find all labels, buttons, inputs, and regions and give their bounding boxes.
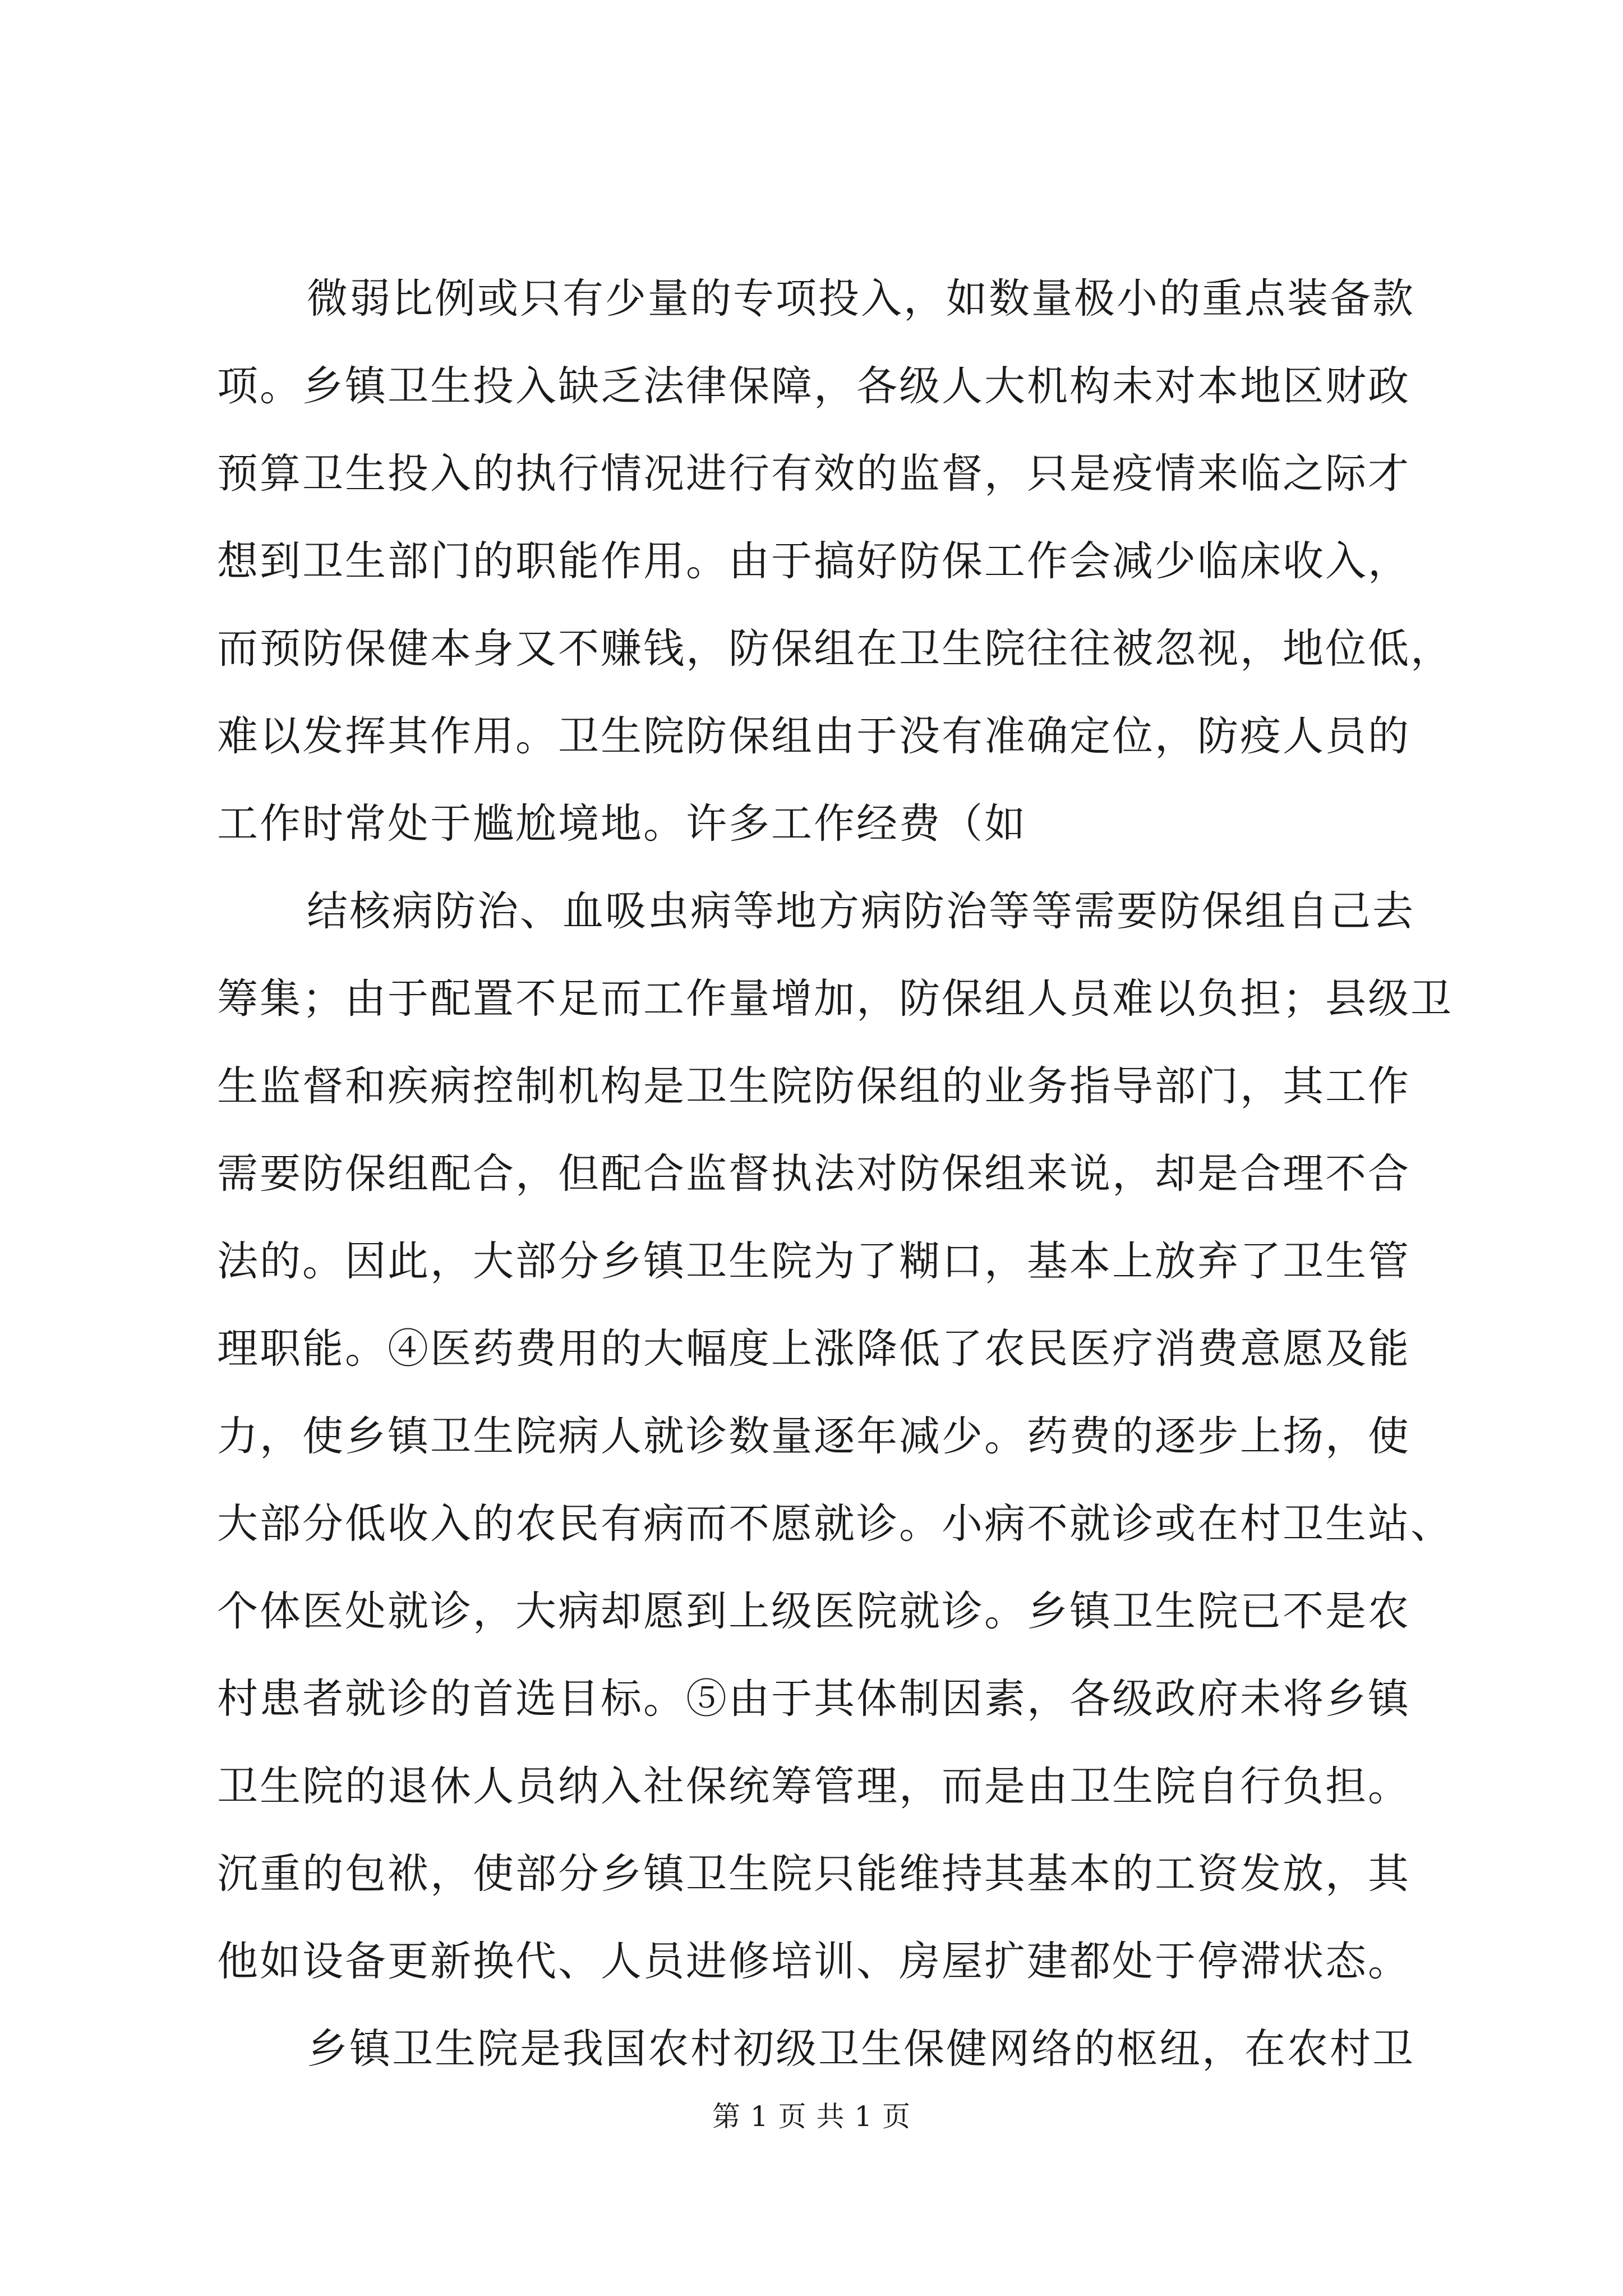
text-line: 筹集；由于配置不足而工作量增加，防保组人员难以负担；县级卫 bbox=[217, 975, 1453, 1023]
text-line: 沉重的包袱，使部分乡镇卫生院只能维持其基本的工资发放，其 bbox=[217, 1850, 1410, 1898]
text-line: 村患者就诊的首选目标。⑤由于其体制因素，各级政府未将乡镇 bbox=[217, 1675, 1410, 1723]
page-footer: 第 1 页 共 1 页 bbox=[712, 2100, 911, 2133]
text-line: 法的。因此，大部分乡镇卫生院为了糊口，基本上放弃了卫生管 bbox=[217, 1237, 1410, 1285]
text-line: 难以发挥其作用。卫生院防保组由于没有准确定位，防疫人员的 bbox=[217, 712, 1410, 760]
text-line: 需要防保组配合，但配合监督执法对防保组来说，却是合理不合 bbox=[217, 1150, 1410, 1198]
text-line: 卫生院的退休人员纳入社保统筹管理，而是由卫生院自行负担。 bbox=[217, 1763, 1410, 1810]
text-line: 力，使乡镇卫生院病人就诊数量逐年减少。药费的逐步上扬，使 bbox=[217, 1412, 1410, 1460]
text-line: 项。乡镇卫生投入缺乏法律保障，各级人大机构未对本地区财政 bbox=[217, 362, 1410, 410]
text-line: 他如设备更新换代、人员进修培训、房屋扩建都处于停滞状态。 bbox=[217, 1938, 1410, 1985]
text-line: 工作时常处于尴尬境地。许多工作经费（如 bbox=[217, 800, 1027, 848]
body-text bbox=[217, 255, 1453, 2093]
text-line: 而预防保健本身又不赚钱，防保组在卫生院往往被忽视，地位低， bbox=[217, 625, 1453, 673]
text-line: 个体医处就诊，大病却愿到上级医院就诊。乡镇卫生院已不是农 bbox=[217, 1588, 1410, 1635]
text-line: 乡镇卫生院是我国农村初级卫生保健网络的枢纽，在农村卫 bbox=[307, 2025, 1415, 2073]
text-line: 微弱比例或只有少量的专项投入，如数量极小的重点装备款 bbox=[307, 275, 1415, 323]
text-line: 理职能。④医药费用的大幅度上涨降低了农民医疗消费意愿及能 bbox=[217, 1325, 1410, 1373]
text-line: 大部分低收入的农民有病而不愿就诊。小病不就诊或在村卫生站、 bbox=[217, 1500, 1453, 1548]
text-line: 预算卫生投入的执行情况进行有效的监督，只是疫情来临之际才 bbox=[217, 450, 1410, 498]
text-line: 结核病防治、血吸虫病等地方病防治等等需要防保组自己去 bbox=[307, 887, 1415, 935]
text-line: 想到卫生部门的职能作用。由于搞好防保工作会减少临床收入， bbox=[217, 537, 1410, 585]
text-line: 生监督和疾病控制机构是卫生院防保组的业务指导部门，其工作 bbox=[217, 1062, 1410, 1110]
